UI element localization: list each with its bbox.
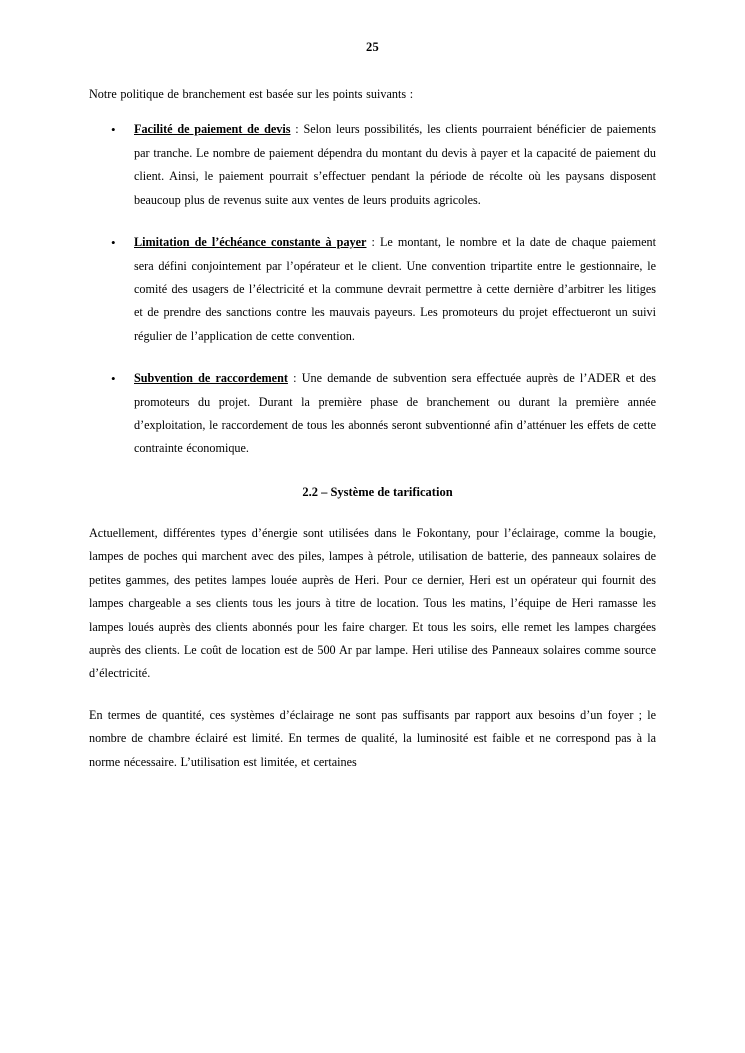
bullet-separator: : [287, 371, 302, 386]
intro-paragraph: Notre politique de branchement est basée sur les points suivants : [89, 87, 414, 101]
bullet-term: Limitation de l’échéance constante à payer [134, 235, 367, 250]
bullet-text: Le montant, le nombre et la date de chaque paiement sera défini conjointement par l’opérateur et le client. Une convention tripartite entre le gestionnaire, le comité des usagers de l’électricité et la commune devrait permettre à cette dernière d’arbitrer les litiges et de prendre des sanctions contre les mauvais payeurs. Les promoteurs du projet effectueront un suivi régulier de l’application de cette convention. [134, 235, 656, 343]
list-item [89, 231, 656, 348]
bullet-separator: : [290, 122, 304, 137]
bullet-term: Subvention de raccordement [134, 371, 288, 386]
bullet-term: Facilité de paiement de devis [134, 122, 291, 137]
bullet-separator: : [366, 235, 380, 250]
bullet-icon: • [111, 371, 116, 387]
body-paragraph: Actuellement, différentes types d’énergie sont utilisées dans le Fokontany, pour l’éclairage, comme la bougie, lampes de poches qui marchent avec des piles, lampes à pétrole, utilisation de batterie, des panneaux solaires de petites gammes, des petites lampes louée auprès de Heri. Pour ce dernier, Heri est un opérateur qui fournit des lampes chargeable a ses clients tous les jours à titre de location. Tous les matins, l’équipe de Heri ramasse les lampes loués auprès des clients abonnés pour les faire charger. Et tous les soirs, elle remet les lampes chargées auprès des clients. Le coût de location est de 500 Ar par lampe. Heri utilise des Panneaux solaires comme source d’électricité. [89, 525, 656, 681]
bullet-icon: • [111, 235, 116, 251]
bullet-text: Une demande de subvention sera effectuée auprès de l’ADER et des promoteurs du projet. Durant la première phase de branchement ou durant la première année d’exploitation, le raccordement de tous les abonnés seront subventionné afin d’atténuer les effets de cette contrainte économique. [134, 371, 656, 456]
bullet-icon: • [111, 122, 116, 138]
page-number: 25 [366, 40, 379, 54]
list-item [89, 367, 656, 461]
bullet-text: Selon leurs possibilités, les clients pourraient bénéficier de paiements par tranche. Le nombre de paiement dépendra du montant du devis à payer et la capacité de paiement du client. Ainsi, le paiement pourrait s’effectuer pendant la période de récolte où les paysans disposent beaucoup plus de revenus suite aux ventes de leurs produits agricoles. [134, 122, 656, 207]
body-paragraph: En termes de quantité, ces systèmes d’éclairage ne sont pas suffisants par rapport aux besoins d’un foyer ; le nombre de chambre éclairé est limité. En termes de qualité, la luminosité est faible et ne correspond pas à la norme nécessaire. L’utilisation est limitée, et certaines [89, 707, 656, 769]
section-heading: 2.2 – Système de tarification [302, 484, 453, 499]
bullet-list [89, 118, 656, 460]
list-item [89, 118, 656, 212]
